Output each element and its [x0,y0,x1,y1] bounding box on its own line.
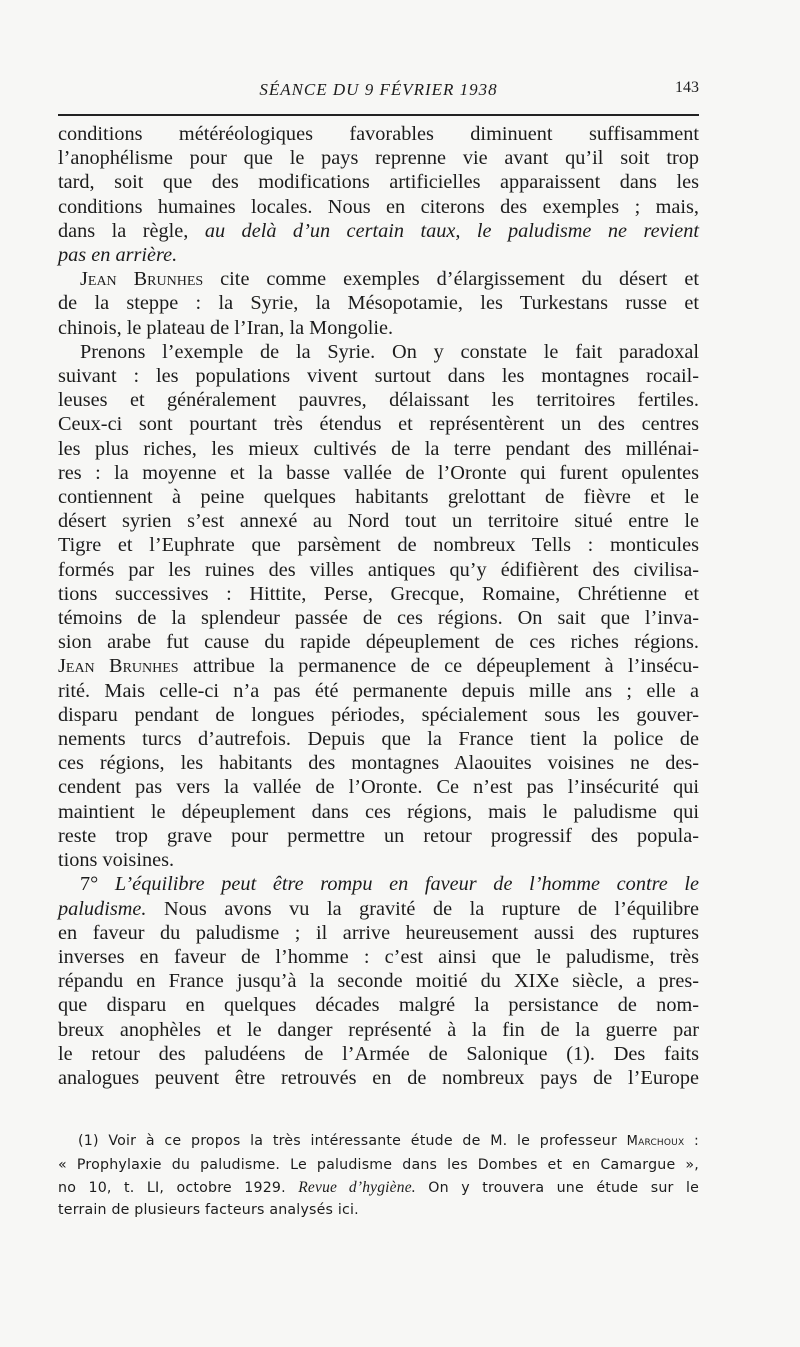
text-line: contiennent à peine quelques habitants grelottant de fièvre et le [58,486,699,509]
text-line: formés par les ruines des villes antiques qu’y édifièrent des civilisa- [58,558,699,581]
text-line [58,267,699,291]
author-name: Marchoux [626,1134,685,1149]
text-line: désert syrien s’est annexé au Nord tout un territoire situé entre le [58,510,699,533]
text-run: cite comme exemples d’élargissement du désert et [220,268,699,291]
page-number: 143 [675,79,699,96]
text-line: res : la moyenne et la basse vallée de l’Oronte qui furent opulentes [58,461,699,484]
footnote-line [58,1177,699,1200]
text-line: tard, soit que des modifications artificielles apparaissent dans les [58,171,699,194]
text-line: suivant : les populations vivent surtout dans les montagnes rocail- [58,365,699,388]
text-line: inverses en faveur de l’homme : c’est ainsi que le paludisme, très [58,945,699,968]
text-line: pas en arrière. [58,244,178,267]
text-line: tions successives : Hittite, Perse, Grecque, Romaine, Chrétienne et [58,582,699,605]
italic-text: au delà d’un certain taux, le paludisme ne revient [204,219,699,242]
page-header [58,74,699,116]
text-line: de la steppe : la Syrie, la Mésopotamie, les Turkestans russe et [58,292,699,315]
section-title: paludisme. [58,897,147,920]
text-line: analogues peuvent être retrouvés en de nombreux pays de l’Europe [58,1066,699,1089]
text-run: (1) Voir à ce propos la très intéressante étude de M. le professeur [78,1133,618,1149]
text-line: témoins de la splendeur passée de ces régions. On sait que l’inva- [58,607,699,630]
text-line: tions voisines. [58,849,175,872]
text-line: l’anophélisme pour que le pays reprenne vie avant qu’il soit trop [58,147,699,170]
text-line: disparu pendant de longues périodes, spécialement sous les gouver- [58,703,699,726]
text-line: sion arabe fut cause du rapide dépeuplement de ces riches régions. [58,631,699,654]
text-line: cendent pas vers la vallée de l’Oronte. Ce n’est pas l’insécurité qui [58,776,699,799]
text-line: en faveur du paludisme ; il arrive heureusement aussi des ruptures [58,921,699,944]
text-line: le retour des paludéens de l’Armée de Salonique (1). Des faits [58,1042,699,1065]
text-line: Tigre et l’Euphrate que parsèment de nombreux Tells : monticules [58,534,699,557]
text-line: chinois, le plateau de l’Iran, la Mongolie. [58,316,394,339]
footnote [58,1130,699,1222]
text-line: conditions humaines locales. Nous en citerons des exemples ; mais, [58,195,699,218]
text-line: rité. Mais celle-ci n’a pas été permanente depuis mille ans ; elle a [58,679,699,702]
text-run: On y trouvera une étude sur le [428,1179,700,1196]
text-line: les plus riches, les mieux cultivés de la terre pendant des millénai- [58,437,699,460]
text-line: Prenons l’exemple de la Syrie. On y constate le fait paradoxal [80,340,699,363]
text-line: reste trop grave pour permettre un retour progressif des popula- [58,824,699,847]
text-line: leuses et généralement pauvres, délaissant les territoires fertiles. [58,389,699,412]
text-line: conditions météréologiques favorables diminuent suffisamment [58,123,699,145]
footnote-line [58,1130,699,1154]
section-title: L’équilibre peut être rompu en faveur de l’homme contre le [114,873,699,896]
text-line [58,654,699,678]
section-number: 7° [80,873,99,896]
footnote-line: terrain de plusieurs facteurs analysés ici. [58,1202,359,1219]
text-line [58,872,699,896]
text-run: : [694,1133,699,1149]
text-line: breux anophèles et le danger représenté à la fin de la guerre par [58,1018,699,1041]
journal-title: Revue d’hygiène. [298,1178,416,1196]
text-line [58,897,699,921]
text-line: ces régions, les habitants des montagnes Alaouites voisines ne des- [58,752,699,775]
text-line: Ceux-ci sont pourtant très étendus et représentèrent un des centres [58,413,699,436]
text-line [58,219,699,243]
text-run: Nous avons vu la gravité de la rupture de l’équilibre [163,897,699,920]
text-line: maintient le dépeuplement dans ces régions, mais le paludisme qui [58,800,699,823]
running-title: SÉANCE DU 9 FÉVRIER 1938 [259,80,498,99]
text-line: que disparu en quelques décades malgré la persistance de nom- [58,994,699,1017]
text-run: attribue la permanence de ce dépeuplement à l’insécu- [192,655,699,678]
author-name: Jean Brunhes [58,655,179,678]
text-run: dans la règle, [58,219,189,242]
text-line: nements turcs d’autrefois. Depuis que la France tient la police de [58,728,699,751]
footnote-line: « Prophylaxie du paludisme. Le paludisme dans les Dombes et en Camargue », [58,1156,699,1173]
author-name: Jean Brunhes [80,268,204,291]
text-run: no 10, t. LI, octobre 1929. [58,1179,286,1196]
text-line: répandu en France jusqu’à la seconde moitié du XIXe siècle, a pres- [58,970,699,993]
body-text [58,122,699,1090]
